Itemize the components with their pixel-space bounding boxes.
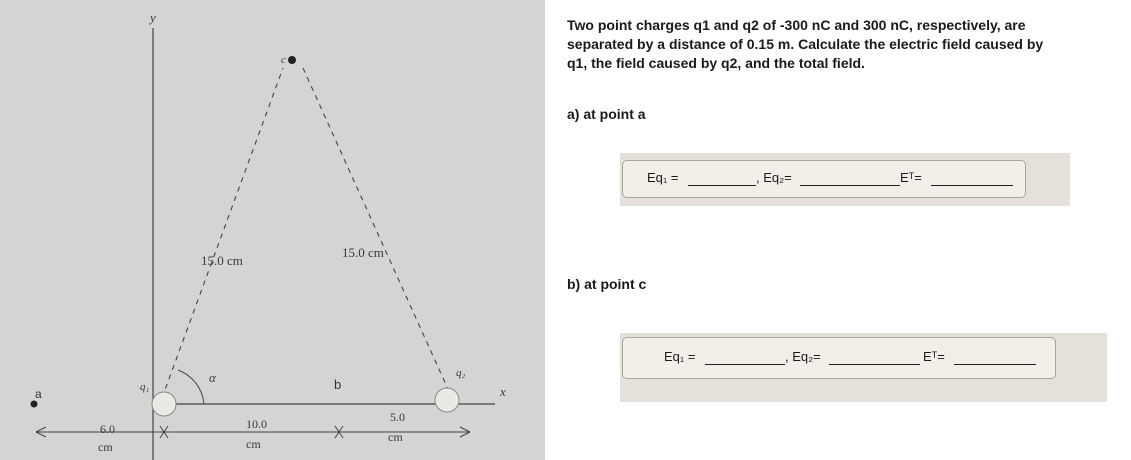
eq1-label-a: Eq₁ = xyxy=(647,170,679,185)
part-c-heading: b) at point c xyxy=(567,276,647,292)
eq2-blank-c[interactable] xyxy=(829,364,920,365)
diagram-panel xyxy=(0,0,545,460)
point-a-label: a xyxy=(35,387,42,401)
et-label-c: Eᵀ= xyxy=(923,349,945,364)
charges-diagram xyxy=(0,0,545,460)
et-blank-c[interactable] xyxy=(954,364,1036,365)
part-a-heading: a) at point a xyxy=(567,106,646,122)
y-axis-label: y xyxy=(150,10,156,25)
eq2-blank-a[interactable] xyxy=(800,185,900,186)
q1-label: q₁ xyxy=(140,381,150,393)
point-c-marker xyxy=(288,56,296,64)
point-b-label: b xyxy=(334,377,342,392)
alpha-label: α xyxy=(209,370,216,385)
q2-label: q₂ xyxy=(456,367,466,379)
eq1-label-c: Eq₁ = xyxy=(664,349,696,364)
side-left-label: 15.0 cm xyxy=(201,253,243,268)
eq2-label-c: , Eq₂= xyxy=(785,349,821,364)
answer-box-point-c xyxy=(620,333,1107,402)
et-label-a: Eᵀ= xyxy=(900,170,922,185)
eq2-label-a: , Eq₂= xyxy=(756,170,792,185)
eq1-blank-a[interactable] xyxy=(688,185,756,186)
side-c-q2 xyxy=(303,68,452,398)
point-a-marker xyxy=(31,401,38,408)
point-c-label: c xyxy=(281,54,286,66)
alpha-arc xyxy=(178,370,204,404)
x-axis-label: x xyxy=(500,384,506,399)
dim-right-unit: cm xyxy=(388,430,403,444)
problem-line-2: separated by a distance of 0.15 m. Calculate the electric field caused by xyxy=(567,36,1044,52)
q1-charge xyxy=(152,392,176,416)
dim-mid-value: 10.0 xyxy=(246,417,267,431)
eq1-blank-c[interactable] xyxy=(705,364,785,365)
dim-left-unit: cm xyxy=(98,440,113,454)
problem-line-3: q1, the field caused by q2, and the total field. xyxy=(567,55,865,71)
side-right-label: 15.0 cm xyxy=(342,245,384,260)
dim-left-value: 6.0 xyxy=(100,422,115,436)
et-blank-a[interactable] xyxy=(931,185,1013,186)
dim-right-value: 5.0 xyxy=(390,410,405,424)
side-q1-c xyxy=(162,68,283,398)
problem-statement xyxy=(567,16,1112,73)
problem-line-1: Two point charges q1 and q2 of -300 nC and 300 nC, respectively, are xyxy=(567,17,1026,33)
q2-charge xyxy=(435,388,459,412)
answer-box-point-a xyxy=(620,153,1070,206)
dim-mid-unit: cm xyxy=(246,437,261,451)
answer-box-a-frame xyxy=(622,160,1026,198)
